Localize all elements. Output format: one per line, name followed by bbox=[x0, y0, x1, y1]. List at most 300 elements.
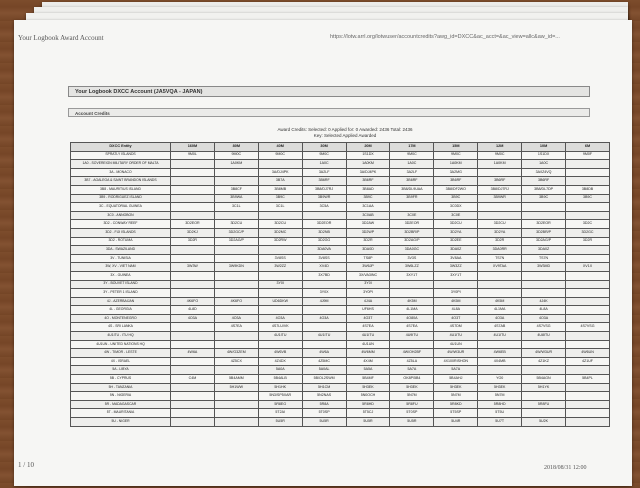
entity-cell: 3B9 - RODRIGUEZ ISLAND bbox=[71, 194, 171, 203]
band-credit-cell: 9M0C bbox=[302, 151, 346, 160]
band-credit-cell: 4O3A bbox=[214, 314, 258, 323]
band-credit-cell: 3D2GC/P bbox=[214, 228, 258, 237]
column-header-entity: DXCC Entity bbox=[71, 143, 171, 152]
band-credit-cell: 5H3EK bbox=[434, 383, 478, 392]
band-credit-cell: 3X/VA3INC bbox=[346, 271, 390, 280]
band-credit-cell: 4L8A bbox=[434, 306, 478, 315]
band-credit-cell bbox=[171, 366, 215, 375]
band-credit-cell: 4O3A bbox=[478, 314, 522, 323]
band-credit-cell: 3W3W bbox=[171, 263, 215, 272]
band-credit-cell bbox=[171, 323, 215, 332]
band-credit-cell: 3D2AG/P bbox=[214, 237, 258, 246]
band-credit-cell: 4S7LU/VK bbox=[258, 323, 302, 332]
entity-cell: 3X - GUINEA bbox=[71, 271, 171, 280]
band-credit-cell bbox=[566, 246, 610, 255]
band-credit-cell: 1A0KM bbox=[434, 160, 478, 169]
band-credit-cell: 3A2MG bbox=[434, 168, 478, 177]
band-credit-cell: 3D2CU bbox=[214, 220, 258, 229]
band-credit-cell: 4X4MB bbox=[478, 357, 522, 366]
table-row bbox=[71, 332, 610, 341]
band-credit-cell bbox=[214, 177, 258, 186]
band-credit-cell: 3B7A bbox=[258, 177, 302, 186]
band-credit-cell: 4U1ITU bbox=[434, 332, 478, 341]
band-credit-cell bbox=[478, 271, 522, 280]
band-credit-cell: 3D2EOR bbox=[390, 220, 434, 229]
table-row bbox=[71, 151, 610, 160]
band-credit-cell: 3B9C bbox=[522, 194, 566, 203]
band-credit-cell bbox=[566, 280, 610, 289]
entity-cell: 3B7 - AGALEGA & SAINT BRANDON ISLANDS bbox=[71, 177, 171, 186]
band-credit-cell bbox=[214, 366, 258, 375]
band-credit-cell: 5U4R bbox=[434, 418, 478, 427]
entity-cell: 4O - MONTENEGRO bbox=[71, 314, 171, 323]
band-credit-cell: 3W6LZZ bbox=[390, 263, 434, 272]
band-credit-cell: 4S7DM bbox=[434, 323, 478, 332]
band-credit-cell: 5H3EK bbox=[390, 383, 434, 392]
band-credit-cell: 4Z1KZ bbox=[522, 357, 566, 366]
column-header-band: 40M bbox=[258, 143, 302, 152]
band-credit-cell bbox=[522, 271, 566, 280]
band-credit-cell: 3D2EOR bbox=[302, 220, 346, 229]
band-credit-cell bbox=[522, 409, 566, 418]
table-row bbox=[71, 160, 610, 169]
band-credit-cell: 4X100RISHON bbox=[434, 357, 478, 366]
entity-cell: 3D2 - ROTUMA bbox=[71, 237, 171, 246]
band-credit-cell: 4O3A bbox=[171, 314, 215, 323]
band-credit-cell: 4S7EA bbox=[346, 323, 390, 332]
band-credit-cell bbox=[171, 271, 215, 280]
band-credit-cell: UD6DKW bbox=[258, 297, 302, 306]
band-credit-cell: 9M0C bbox=[390, 151, 434, 160]
band-credit-cell bbox=[258, 340, 302, 349]
band-credit-cell bbox=[390, 203, 434, 212]
band-credit-cell bbox=[214, 392, 258, 401]
band-credit-cell: XV9TAA bbox=[478, 263, 522, 272]
band-credit-cell bbox=[566, 297, 610, 306]
column-header-band: 80M bbox=[214, 143, 258, 152]
table-row bbox=[71, 340, 610, 349]
band-credit-cell: 3B9C bbox=[346, 194, 390, 203]
band-credit-cell bbox=[478, 203, 522, 212]
band-credit-cell: 3C0AB bbox=[346, 211, 390, 220]
band-credit-cell bbox=[171, 177, 215, 186]
band-credit-cell: 4O3T bbox=[346, 314, 390, 323]
band-credit-cell: 5T0SP bbox=[390, 409, 434, 418]
entity-cell: 5U - NIGER bbox=[71, 418, 171, 427]
band-credit-cell: 3B9WR bbox=[478, 194, 522, 203]
band-credit-cell: 3W6JP bbox=[346, 263, 390, 272]
band-credit-cell: 5N7M bbox=[434, 392, 478, 401]
table-row bbox=[71, 349, 610, 358]
band-credit-cell: 5R8HD bbox=[346, 400, 390, 409]
band-credit-cell: 4Z5LA bbox=[390, 357, 434, 366]
table-row bbox=[71, 306, 610, 315]
band-credit-cell: 3D2R bbox=[171, 237, 215, 246]
band-credit-cell: 1A0KM bbox=[478, 160, 522, 169]
entity-cell: 4U1ITU - ITU HQ bbox=[71, 332, 171, 341]
band-credit-cell bbox=[171, 280, 215, 289]
band-credit-cell bbox=[214, 409, 258, 418]
column-header-band: 17M bbox=[390, 143, 434, 152]
band-credit-cell: 4K6FO bbox=[214, 297, 258, 306]
band-credit-cell: 5H1CM bbox=[302, 383, 346, 392]
band-credit-cell: 4J4K bbox=[522, 297, 566, 306]
entity-cell: 4X - ISRAEL bbox=[71, 357, 171, 366]
table-row bbox=[71, 418, 610, 427]
band-credit-cell: 3W2ZZ bbox=[258, 263, 302, 272]
entity-cell: 5N - NIGERIA bbox=[71, 392, 171, 401]
band-credit-cell: 5U2K bbox=[522, 418, 566, 427]
table-row bbox=[71, 314, 610, 323]
band-credit-cell: 3W3MD bbox=[522, 263, 566, 272]
band-credit-cell: 4W/W3UR bbox=[434, 349, 478, 358]
band-credit-cell bbox=[171, 194, 215, 203]
band-credit-cell bbox=[258, 306, 302, 315]
band-credit-cell: 3B9C bbox=[566, 194, 610, 203]
table-row bbox=[71, 409, 610, 418]
band-credit-cell bbox=[258, 289, 302, 298]
band-credit-cell: 4W/OH2BF bbox=[390, 349, 434, 358]
band-credit-cell bbox=[522, 203, 566, 212]
print-header-url: https://lotw.arrl.org/lotwuser/accountcredits?awg_id=DXCC&ac_acct=&ac_view=allc&aw_id=... bbox=[330, 34, 560, 40]
band-credit-cell: 4W6EB bbox=[478, 349, 522, 358]
band-credit-cell bbox=[171, 340, 215, 349]
band-credit-cell: 3D2R bbox=[478, 237, 522, 246]
entity-cell: 3Y - BOUVET ISLAND bbox=[71, 280, 171, 289]
band-credit-cell: 3B8MB bbox=[258, 185, 302, 194]
band-credit-cell: 3B9C bbox=[258, 194, 302, 203]
print-page-number: 1 / 10 bbox=[18, 461, 34, 469]
band-credit-cell bbox=[302, 306, 346, 315]
band-credit-cell: 3DA0Z bbox=[522, 246, 566, 255]
band-credit-cell: 4L8D bbox=[171, 306, 215, 315]
band-credit-cell: 3V8SS bbox=[302, 254, 346, 263]
band-credit-cell bbox=[478, 289, 522, 298]
band-credit-cell: 5T5SP bbox=[434, 409, 478, 418]
band-credit-cell bbox=[214, 340, 258, 349]
band-credit-cell: 9M0F bbox=[566, 151, 610, 160]
band-credit-cell bbox=[566, 340, 610, 349]
band-credit-cell bbox=[478, 280, 522, 289]
band-credit-cell bbox=[566, 203, 610, 212]
band-credit-cell: 1A0C bbox=[302, 160, 346, 169]
band-credit-cell: 9M0C bbox=[258, 151, 302, 160]
table-row bbox=[71, 323, 610, 332]
band-credit-cell: 5T0SP bbox=[302, 409, 346, 418]
band-credit-cell: 3B8/DJ7RJ bbox=[478, 185, 522, 194]
band-credit-cell: 3D2BR/P bbox=[522, 228, 566, 237]
band-credit-cell: YO0 bbox=[478, 375, 522, 384]
band-credit-cell bbox=[478, 211, 522, 220]
band-credit-cell bbox=[258, 211, 302, 220]
table-row bbox=[71, 375, 610, 384]
band-credit-cell: 3D2EOR bbox=[171, 220, 215, 229]
band-credit-cell: 5U5R bbox=[302, 418, 346, 427]
band-credit-cell: 3C1L bbox=[214, 203, 258, 212]
band-credit-cell: 4K5M bbox=[390, 297, 434, 306]
band-credit-cell bbox=[566, 332, 610, 341]
band-credit-cell: 4S7EA bbox=[214, 323, 258, 332]
band-credit-cell bbox=[171, 357, 215, 366]
band-credit-cell: 3Y0PI bbox=[346, 289, 390, 298]
band-credit-cell bbox=[522, 392, 566, 401]
band-credit-cell bbox=[390, 289, 434, 298]
band-credit-cell: 3XY1T bbox=[434, 271, 478, 280]
band-credit-cell bbox=[522, 340, 566, 349]
band-credit-cell: 3Y0I bbox=[346, 280, 390, 289]
dxcc-credits-table bbox=[70, 142, 610, 427]
band-credit-cell bbox=[522, 366, 566, 375]
band-credit-cell bbox=[478, 168, 522, 177]
band-credit-cell: XV4D bbox=[302, 263, 346, 272]
column-header-band: 15M bbox=[434, 143, 478, 152]
band-credit-cell: 5U7T bbox=[478, 418, 522, 427]
table-row bbox=[71, 271, 610, 280]
band-credit-cell: 4W6VB bbox=[258, 349, 302, 358]
band-credit-cell: 3Y0PI bbox=[434, 289, 478, 298]
band-credit-cell: 9M0C bbox=[214, 151, 258, 160]
band-credit-cell: 3C5A bbox=[302, 203, 346, 212]
column-header-band: 20M bbox=[346, 143, 390, 152]
band-credit-cell: 5B4AHJ bbox=[434, 375, 478, 384]
band-credit-cell bbox=[171, 203, 215, 212]
entity-cell: 5T - MAURITANIA bbox=[71, 409, 171, 418]
band-credit-cell bbox=[214, 418, 258, 427]
band-credit-cell bbox=[171, 160, 215, 169]
band-credit-cell bbox=[171, 168, 215, 177]
band-credit-cell: 5U5R bbox=[258, 418, 302, 427]
band-credit-cell: 5A0AL bbox=[302, 366, 346, 375]
band-credit-cell bbox=[566, 366, 610, 375]
table-row bbox=[71, 254, 610, 263]
band-credit-cell: 3D2AG/P bbox=[390, 237, 434, 246]
band-credit-cell bbox=[214, 280, 258, 289]
band-credit-cell: 4K6FO bbox=[171, 297, 215, 306]
table-row bbox=[71, 237, 610, 246]
band-credit-cell bbox=[566, 168, 610, 177]
band-credit-cell: 3B6RF bbox=[522, 177, 566, 186]
band-credit-cell bbox=[171, 289, 215, 298]
band-credit-cell: 9M0C bbox=[478, 151, 522, 160]
band-credit-cell bbox=[214, 168, 258, 177]
band-credit-cell: C4M bbox=[171, 375, 215, 384]
band-credit-cell: 4Z1UF bbox=[566, 357, 610, 366]
entity-cell: 3V - TUNISIA bbox=[71, 254, 171, 263]
band-credit-cell: 4K5M bbox=[478, 297, 522, 306]
table-row bbox=[71, 392, 610, 401]
band-credit-cell: 1S1DX bbox=[522, 151, 566, 160]
band-credit-cell: 5H3EK bbox=[478, 383, 522, 392]
band-credit-cell: 3A2LF bbox=[390, 168, 434, 177]
band-credit-cell: 4W6MM bbox=[346, 349, 390, 358]
band-credit-cell bbox=[258, 160, 302, 169]
band-credit-cell: 5T2AI bbox=[258, 409, 302, 418]
band-credit-cell: 3C0E bbox=[390, 211, 434, 220]
band-credit-cell: XV1X bbox=[566, 263, 610, 272]
band-credit-cell: 3D2R bbox=[346, 237, 390, 246]
band-credit-cell: 3C0DX bbox=[434, 203, 478, 212]
band-credit-cell bbox=[171, 418, 215, 427]
band-credit-cell bbox=[390, 340, 434, 349]
band-credit-cell: 4Z5MC bbox=[302, 357, 346, 366]
band-credit-cell: 3D2MC bbox=[258, 228, 302, 237]
entity-cell: 5R - MADAGASCAR bbox=[71, 400, 171, 409]
band-credit-cell bbox=[171, 332, 215, 341]
band-credit-cell bbox=[171, 400, 215, 409]
band-credit-cell: 3B6RF bbox=[346, 177, 390, 186]
band-credit-cell bbox=[566, 400, 610, 409]
band-credit-cell bbox=[171, 392, 215, 401]
table-row bbox=[71, 194, 610, 203]
band-credit-cell: 3B8DB bbox=[566, 185, 610, 194]
band-credit-cell bbox=[258, 246, 302, 255]
band-credit-cell bbox=[171, 254, 215, 263]
band-credit-cell bbox=[171, 211, 215, 220]
band-credit-cell: 4Z4DX bbox=[258, 357, 302, 366]
band-credit-cell: 5B4ALB bbox=[258, 375, 302, 384]
print-header-title: Your Logbook Award Account bbox=[18, 34, 104, 42]
table-row bbox=[71, 211, 610, 220]
band-credit-cell: 5H1YK bbox=[522, 383, 566, 392]
band-credit-cell: 3B9C bbox=[434, 194, 478, 203]
band-credit-cell: 4S7EA bbox=[390, 323, 434, 332]
band-credit-cell bbox=[566, 306, 610, 315]
entity-cell: 3C0 - ANNOBON bbox=[71, 211, 171, 220]
band-credit-cell bbox=[566, 383, 610, 392]
table-row bbox=[71, 220, 610, 229]
band-credit-cell bbox=[566, 271, 610, 280]
entity-cell: 5B - CYPRUS bbox=[71, 375, 171, 384]
band-credit-cell: 4U9ITU bbox=[390, 332, 434, 341]
entity-cell: 3Y - PETER 1 ISLAND bbox=[71, 289, 171, 298]
band-credit-cell: 5A7A bbox=[434, 366, 478, 375]
band-credit-cell: 3Y0I bbox=[258, 280, 302, 289]
band-credit-cell: 4S7VSG bbox=[522, 323, 566, 332]
band-credit-cell: 3DA0RR bbox=[478, 246, 522, 255]
band-credit-cell: 3B8AD bbox=[346, 185, 390, 194]
entity-cell: 4S - SRI LANKA bbox=[71, 323, 171, 332]
band-credit-cell: OK8P/5B4 bbox=[390, 375, 434, 384]
band-credit-cell: 5T5CJ bbox=[346, 409, 390, 418]
band-credit-cell: 5R8KD bbox=[434, 400, 478, 409]
band-credit-cell: 3B6RF bbox=[390, 177, 434, 186]
column-header-band: 6M bbox=[566, 143, 610, 152]
band-credit-cell bbox=[566, 160, 610, 169]
band-credit-cell: 4U1ITU bbox=[302, 332, 346, 341]
band-credit-cell: 3D2EOR bbox=[522, 220, 566, 229]
band-credit-cell bbox=[566, 289, 610, 298]
band-credit-cell bbox=[302, 211, 346, 220]
band-credit-cell: 3D2R bbox=[566, 237, 610, 246]
band-credit-cell: 3D2GC bbox=[566, 228, 610, 237]
table-row bbox=[71, 366, 610, 375]
entity-cell: 3W, XV - VIET NAM bbox=[71, 263, 171, 272]
band-credit-cell: 3D2YA bbox=[434, 228, 478, 237]
band-credit-cell: 3A/DJ4PK bbox=[346, 168, 390, 177]
band-credit-cell: 4L1MA bbox=[478, 306, 522, 315]
summary-counts: Award Credits: Selected: 0 Applied for: 0 Awarded: 2436 Total: 2436 bbox=[277, 127, 413, 132]
band-credit-cell: 3B8/DL9UAA bbox=[390, 185, 434, 194]
band-credit-cell: 1A0KM bbox=[214, 160, 258, 169]
band-credit-cell: 4K5M bbox=[434, 297, 478, 306]
entity-cell: SPRATLY ISLANDS bbox=[71, 151, 171, 160]
band-credit-cell bbox=[258, 271, 302, 280]
band-credit-cell: 5A7A bbox=[390, 366, 434, 375]
band-credit-cell: 5N7M bbox=[390, 392, 434, 401]
band-credit-cell: 3D2AW bbox=[346, 220, 390, 229]
entity-cell: 4L - GEORGIA bbox=[71, 306, 171, 315]
band-credit-cell: 4O3A bbox=[302, 314, 346, 323]
band-credit-cell bbox=[566, 392, 610, 401]
band-credit-cell: TS7N bbox=[522, 254, 566, 263]
entity-cell: 4U1UN - UNITED NATIONS HQ bbox=[71, 340, 171, 349]
band-credit-cell: 3D2YA bbox=[478, 228, 522, 237]
band-credit-cell: 5B4MF bbox=[346, 375, 390, 384]
band-credit-cell bbox=[214, 400, 258, 409]
table-row bbox=[71, 263, 610, 272]
band-credit-cell: TS8P bbox=[346, 254, 390, 263]
report-title: Your Logbook DXCC Account (JA5VQA - JAPAN) bbox=[68, 86, 590, 97]
band-credit-cell bbox=[302, 280, 346, 289]
band-credit-cell bbox=[171, 383, 215, 392]
band-credit-cell: 3W3ZZ bbox=[434, 263, 478, 272]
band-credit-cell: 4O3A bbox=[522, 314, 566, 323]
band-credit-cell bbox=[478, 366, 522, 375]
band-credit-cell bbox=[434, 280, 478, 289]
band-credit-cell: 5R8FU bbox=[390, 400, 434, 409]
band-credit-cell: 4S7AB bbox=[478, 323, 522, 332]
band-credit-cell: 3D2GG bbox=[302, 237, 346, 246]
band-credit-cell: 5N3/SP5XAR bbox=[258, 392, 302, 401]
band-credit-cell: 3DA0VA bbox=[302, 246, 346, 255]
band-credit-cell: 3B9WR bbox=[302, 194, 346, 203]
band-credit-cell: 3A/DJ4PK bbox=[258, 168, 302, 177]
band-credit-cell: 5U5R bbox=[390, 418, 434, 427]
band-credit-cell: 3B9FR bbox=[390, 194, 434, 203]
band-credit-cell: 4U1ITU bbox=[346, 332, 390, 341]
column-header-band: 160M bbox=[171, 143, 215, 152]
entity-cell: 5A - LIBYA bbox=[71, 366, 171, 375]
print-date: 2018/08/31 12:00 bbox=[544, 465, 587, 471]
band-credit-cell bbox=[214, 246, 258, 255]
table-row bbox=[71, 246, 610, 255]
band-credit-cell: 4U8ITU bbox=[522, 332, 566, 341]
band-credit-cell: 4O3T bbox=[434, 314, 478, 323]
column-header-band: 10M bbox=[522, 143, 566, 152]
band-credit-cell: 3C1L bbox=[258, 203, 302, 212]
band-credit-cell: 3DA0D bbox=[346, 246, 390, 255]
entity-cell: 3DA - SWAZILAND bbox=[71, 246, 171, 255]
band-credit-cell: 4W6A bbox=[302, 349, 346, 358]
entity-cell: 3C - EQUATORIAL GUINEA bbox=[71, 203, 171, 212]
table-row bbox=[71, 297, 610, 306]
band-credit-cell: 3C1AA bbox=[346, 203, 390, 212]
band-credit-cell: 3B8/DJ7RJ bbox=[302, 185, 346, 194]
band-credit-cell: 3XY1T bbox=[390, 271, 434, 280]
band-credit-cell bbox=[522, 280, 566, 289]
band-credit-cell: UF6HS bbox=[346, 306, 390, 315]
band-credit-cell bbox=[522, 289, 566, 298]
band-credit-cell: 3A2LF bbox=[302, 168, 346, 177]
band-credit-cell: 3D2CU bbox=[258, 220, 302, 229]
band-credit-cell bbox=[390, 280, 434, 289]
band-credit-cell: 4U1UN bbox=[434, 340, 478, 349]
band-credit-cell: 4O80A bbox=[390, 314, 434, 323]
band-credit-cell: 4W/G3ZEM bbox=[214, 349, 258, 358]
band-credit-cell: 3D2C bbox=[566, 220, 610, 229]
table-row bbox=[71, 228, 610, 237]
band-credit-cell: 3DA0Z bbox=[434, 246, 478, 255]
